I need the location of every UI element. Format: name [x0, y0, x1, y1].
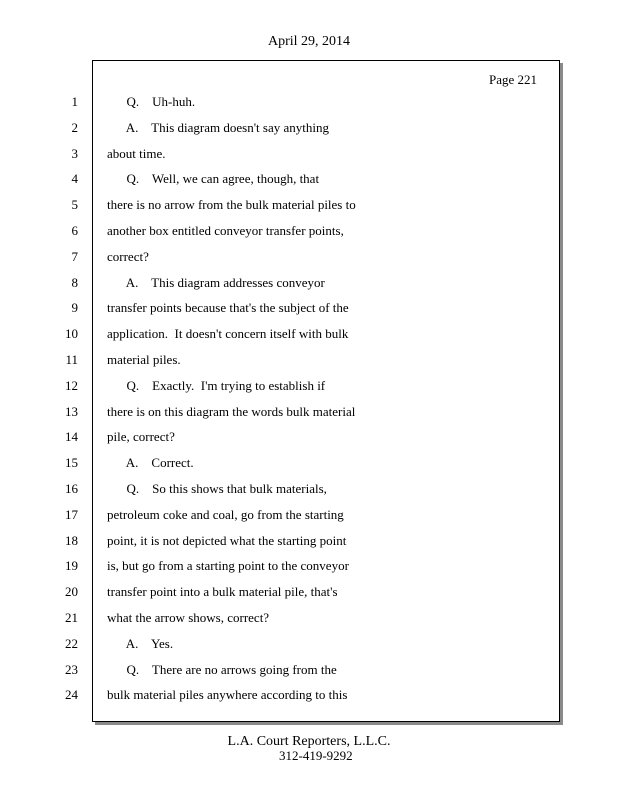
- transcript-line: [0, 115, 618, 141]
- header-date: April 29, 2014: [267, 34, 351, 49]
- line-text: Q. Uh-huh.: [107, 94, 196, 109]
- transcript-line: [0, 399, 618, 425]
- line-text: application. It doesn't concern itself with bulk: [107, 326, 349, 342]
- line-text: correct?: [107, 248, 149, 264]
- transcript-line: [0, 295, 618, 321]
- line-number: 3: [71, 145, 78, 161]
- footer-phone: 312-419-9292: [279, 748, 353, 763]
- transcript-line: [0, 141, 618, 167]
- line-number: 7: [71, 248, 78, 264]
- line-number: 11: [65, 352, 78, 367]
- line-text: is, but go from a starting point to the conveyor: [107, 558, 349, 574]
- line-number: 2: [71, 119, 78, 135]
- line-number: 13: [65, 403, 78, 419]
- transcript-line: [0, 657, 618, 683]
- line-number: 8: [71, 274, 78, 290]
- line-text: A. This diagram addresses conveyor: [107, 274, 325, 290]
- line-text: there is on this diagram the words bulk material: [107, 403, 356, 419]
- line-number: 6: [71, 223, 78, 238]
- line-number: 21: [65, 610, 78, 625]
- line-number: 14: [65, 429, 78, 445]
- line-text: material piles.: [107, 352, 181, 367]
- line-number: 24: [65, 687, 78, 703]
- line-text: transfer points because that's the subject of the: [107, 300, 349, 316]
- line-text: transfer point into a bulk material pile, that's: [107, 584, 338, 600]
- line-text: bulk material piles anywhere according to this: [107, 687, 348, 703]
- line-text: about time.: [107, 145, 166, 161]
- transcript-line: [0, 424, 618, 450]
- transcript-line: [0, 682, 618, 708]
- line-number: 18: [65, 532, 78, 548]
- line-text: A. Correct.: [107, 455, 194, 471]
- transcript-line: [0, 270, 618, 296]
- footer-company: L.A. Court Reporters, L.L.C.: [227, 734, 391, 749]
- transcript-line: [0, 373, 618, 399]
- line-text: point, it is not depicted what the starting point: [107, 532, 347, 548]
- line-number: 4: [71, 171, 78, 187]
- transcript-line: [0, 605, 618, 631]
- page-number: Page 221: [488, 72, 537, 87]
- transcript-line: [0, 631, 618, 657]
- line-number: 23: [65, 661, 78, 677]
- line-text: Q. There are no arrows going from the: [107, 661, 337, 677]
- transcript-line: [0, 528, 618, 554]
- line-number: 19: [65, 558, 78, 574]
- line-number: 5: [71, 197, 78, 213]
- line-number: 20: [65, 584, 78, 600]
- transcript-line: [0, 347, 618, 373]
- line-text: Q. Well, we can agree, though, that: [107, 171, 320, 187]
- line-text: Q. So this shows that bulk materials,: [107, 481, 327, 496]
- line-text: petroleum coke and coal, go from the starting: [107, 506, 344, 522]
- line-text: what the arrow shows, correct?: [107, 610, 270, 625]
- line-number: 10: [65, 326, 78, 342]
- line-text: Q. Exactly. I'm trying to establish if: [107, 377, 326, 393]
- line-text: A. This diagram doesn't say anything: [107, 119, 329, 135]
- line-number: 22: [65, 635, 78, 651]
- line-number: 17: [65, 506, 78, 522]
- transcript-line: [0, 553, 618, 579]
- transcript-line: [0, 321, 618, 347]
- line-text: pile, correct?: [107, 429, 175, 445]
- transcript-line: [0, 579, 618, 605]
- transcript-line: [0, 476, 618, 502]
- line-text: there is no arrow from the bulk material piles to: [107, 197, 356, 213]
- transcript-line: [0, 166, 618, 192]
- transcript-line: [0, 218, 618, 244]
- transcript-line: [0, 450, 618, 476]
- line-number: 9: [71, 300, 78, 316]
- line-text: A. Yes.: [107, 635, 174, 651]
- transcript-line: [0, 89, 618, 115]
- line-number: 15: [65, 455, 78, 471]
- transcript-line: [0, 502, 618, 528]
- transcript-line: [0, 244, 618, 270]
- transcript-line: [0, 192, 618, 218]
- line-text: another box entitled conveyor transfer points,: [107, 223, 344, 238]
- line-number: 16: [65, 481, 78, 496]
- line-number: 1: [71, 94, 78, 109]
- line-number: 12: [65, 377, 78, 393]
